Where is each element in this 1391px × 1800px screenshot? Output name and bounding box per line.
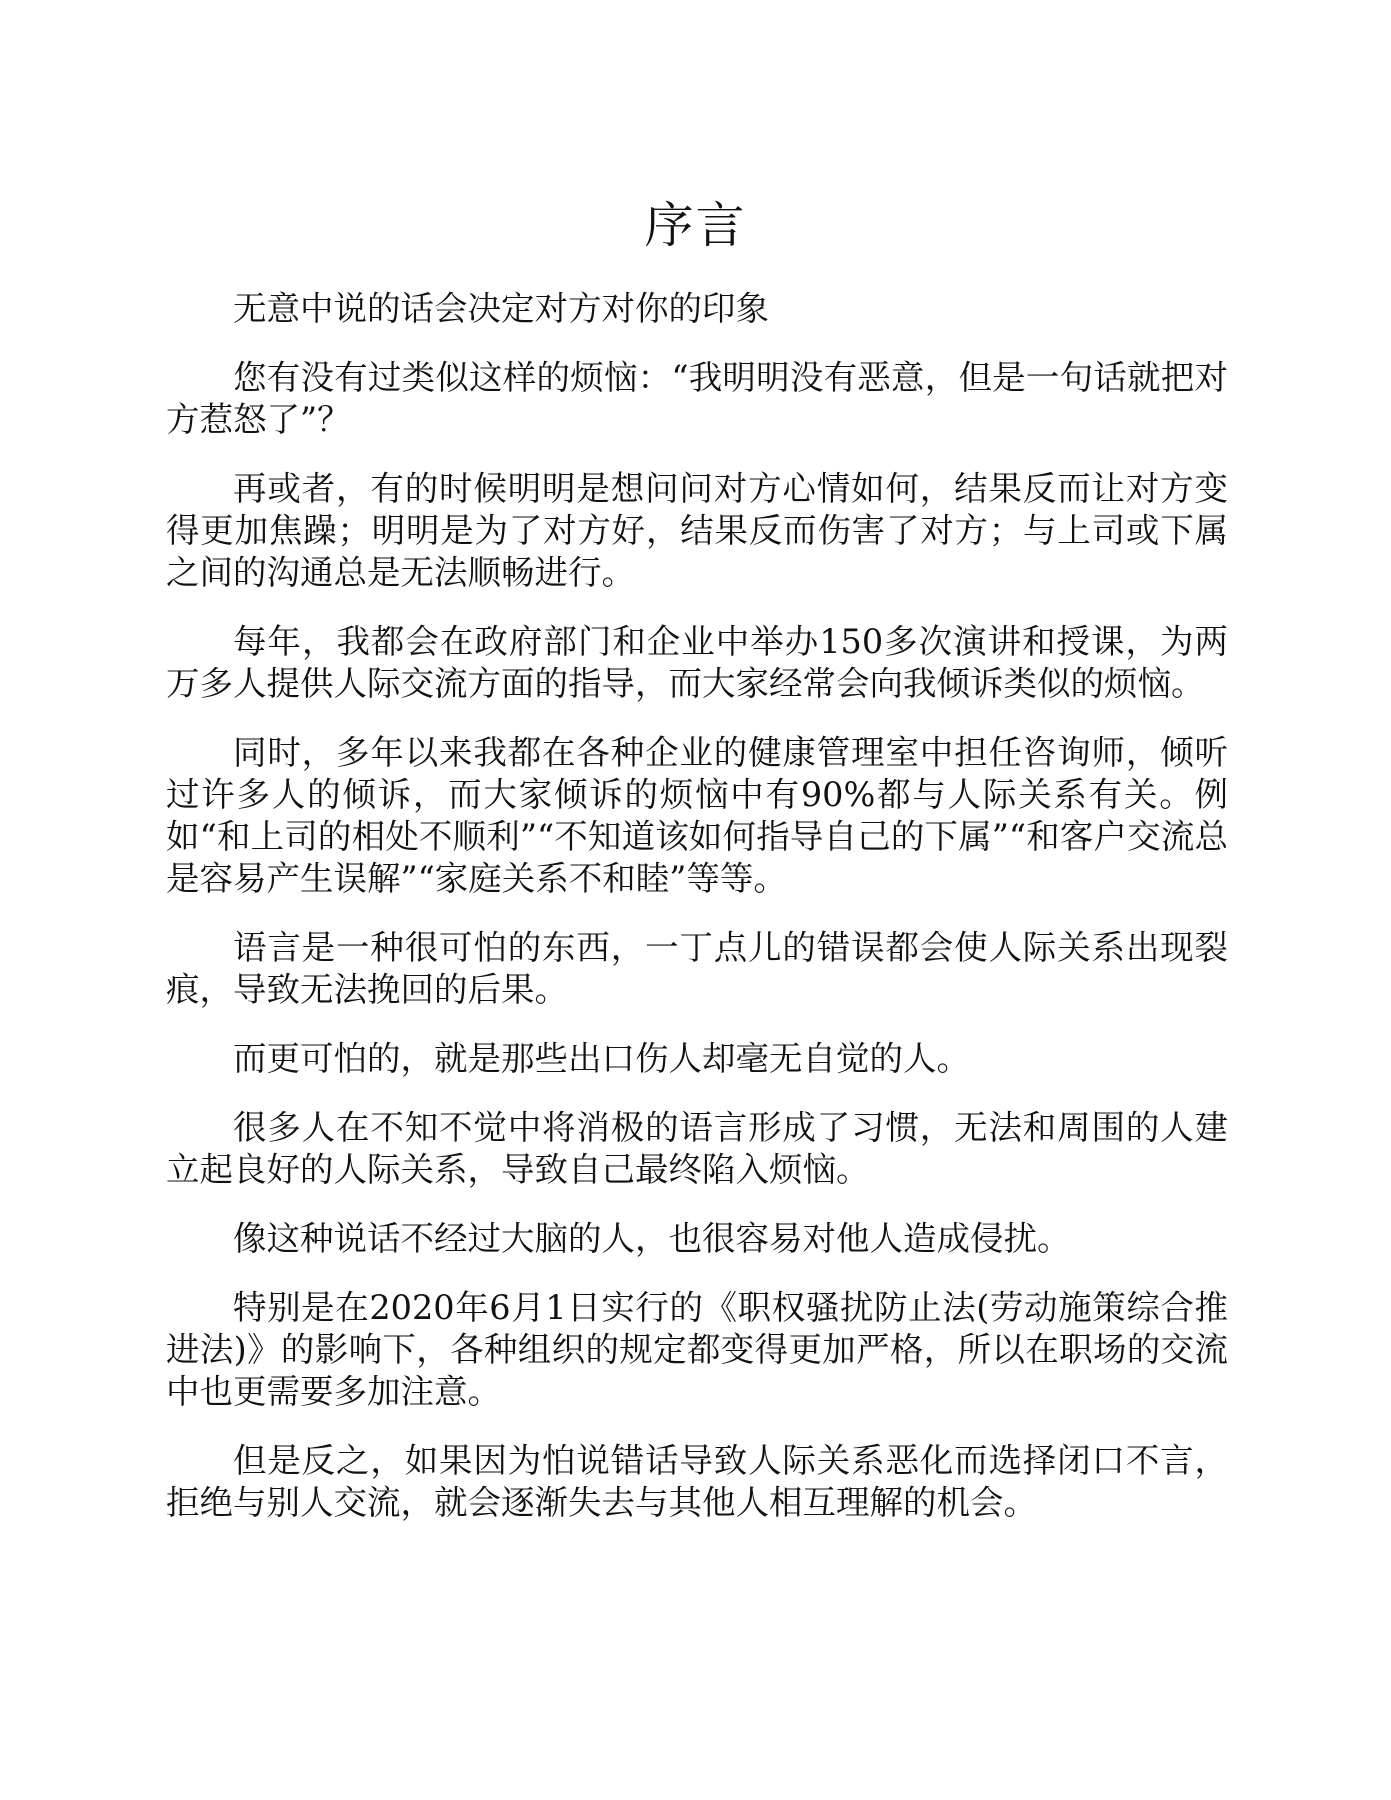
paragraph: 而更可怕的，就是那些出口伤人却毫无自觉的人。 bbox=[233, 1039, 970, 1078]
paragraph: 像这种说话不经过大脑的人，也很容易对他人造成侵扰。 bbox=[233, 1219, 1071, 1258]
paragraph: 再或者，有的时候明明是想问问对方心情如何，结果反而让对方变得更加焦躁；明明是为了对方好，结果反而伤害了对方；与上司或下属之间的沟通总是无法顺畅进行。 bbox=[166, 469, 1228, 592]
paragraph: 您有没有过类似这样的烦恼：“我明明没有恶意，但是一句话就把对方惹怒了”？ bbox=[166, 358, 1228, 439]
page-title: 序言 bbox=[644, 197, 747, 254]
paragraph: 但是反之，如果因为怕说错话导致人际关系恶化而选择闭口不言，拒绝与别人交流，就会逐渐失去与其他人相互理解的机会。 bbox=[166, 1441, 1228, 1522]
paragraph: 语言是一种很可怕的东西，一丁点儿的错误都会使人际关系出现裂痕，导致无法挽回的后果。 bbox=[166, 928, 1228, 1009]
body-text bbox=[166, 288, 1228, 1551]
paragraph: 同时，多年以来我都在各种企业的健康管理室中担任咨询师，倾听过许多人的倾诉，而大家倾诉的烦恼中有90%都与人际关系有关。例如“和上司的相处不顺利”“不知道该如何指导自己的下属”“和客户交流总是容易产生误解”“家庭关系不和睦”等等。 bbox=[166, 733, 1228, 898]
paragraph: 每年，我都会在政府部门和企业中举办150多次演讲和授课，为两万多人提供人际交流方面的指导，而大家经常会向我倾诉类似的烦恼。 bbox=[166, 622, 1228, 703]
paragraph: 特别是在2020年6月1日实行的《职权骚扰防止法(劳动施策综合推进法)》的影响下，各种组织的规定都变得更加严格，所以在职场的交流中也更需要多加注意。 bbox=[166, 1288, 1228, 1411]
paragraph: 很多人在不知不觉中将消极的语言形成了习惯，无法和周围的人建立起良好的人际关系，导致自己最终陷入烦恼。 bbox=[166, 1108, 1228, 1189]
paragraph: 无意中说的话会决定对方对你的印象 bbox=[233, 289, 769, 328]
